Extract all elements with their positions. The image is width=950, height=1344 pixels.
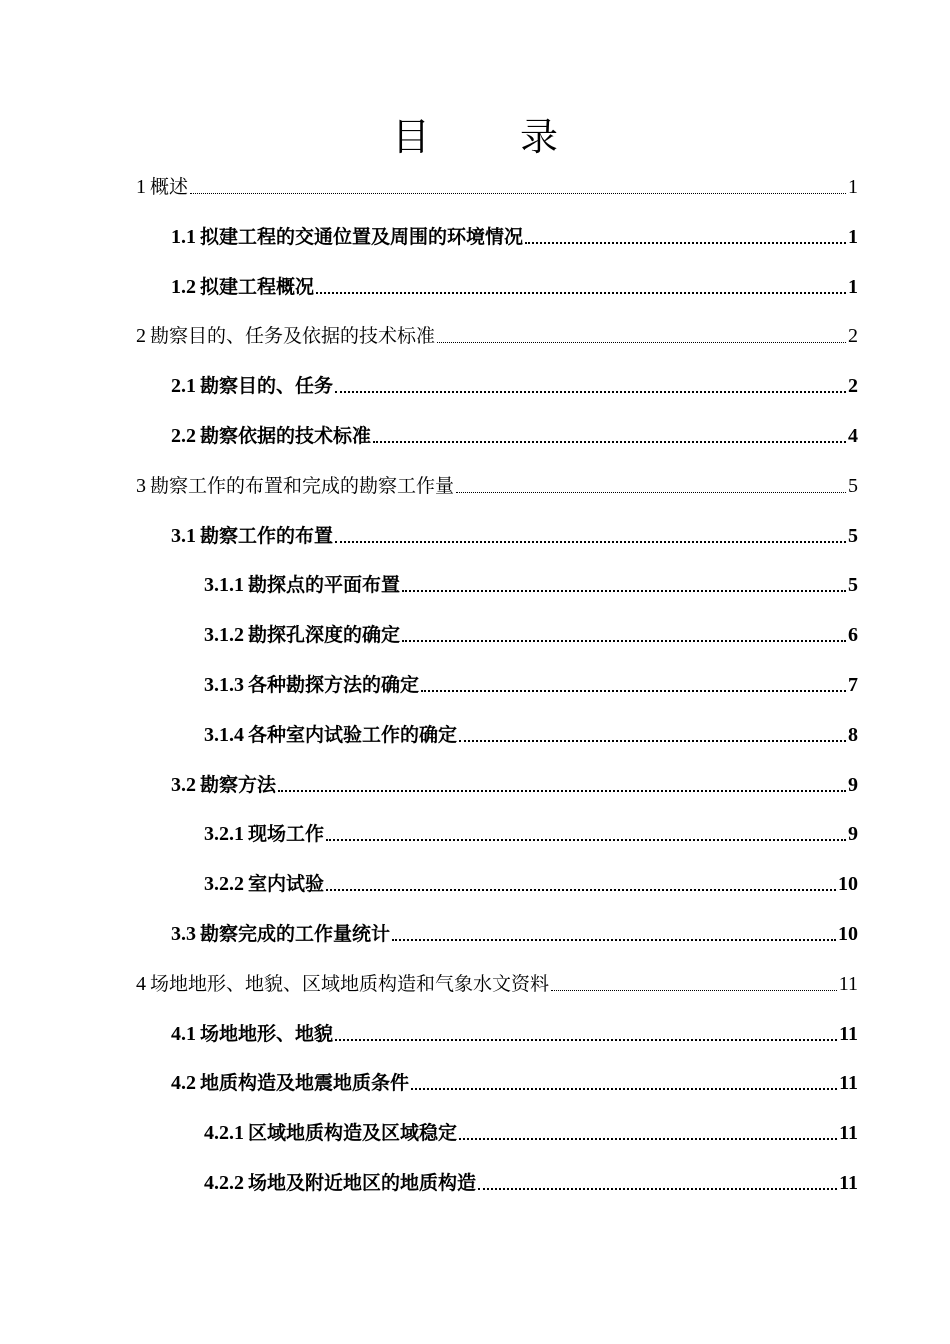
toc-entry[interactable] xyxy=(136,315,858,349)
toc-dot-leader xyxy=(278,790,846,792)
toc-entry[interactable] xyxy=(171,1013,858,1047)
toc-dot-leader xyxy=(373,441,846,443)
toc-entry[interactable] xyxy=(204,813,858,847)
toc-dot-leader xyxy=(316,292,846,294)
toc-entry-page-number: 1 xyxy=(848,275,858,298)
toc-entry[interactable] xyxy=(171,216,858,250)
toc-entry-number: 1.1 xyxy=(171,225,196,248)
page-title xyxy=(0,112,950,162)
page-title-char-1: 目 xyxy=(391,115,430,159)
toc-entry[interactable] xyxy=(204,1162,858,1196)
toc-entry-number: 3.1.2 xyxy=(204,624,244,647)
toc-dot-leader xyxy=(392,939,836,941)
toc-entry-number: 4.1 xyxy=(171,1022,196,1045)
toc-entry-label: 勘探孔深度的确定 xyxy=(248,624,401,647)
toc-entry[interactable] xyxy=(204,614,858,648)
toc-entry-number: 3.2.1 xyxy=(204,823,244,846)
toc-entry[interactable] xyxy=(136,465,858,499)
toc-dot-leader xyxy=(402,640,846,642)
toc-entry-label: 场地及附近地区的地质构造 xyxy=(248,1172,477,1194)
toc-entry-label: 勘察工作的布置 xyxy=(200,524,334,547)
toc-entry-label: 勘察目的、任务及依据的技术标准 xyxy=(150,325,436,348)
toc-entry-page-number: 7 xyxy=(848,674,858,696)
toc-entry-number: 3 xyxy=(136,474,146,497)
toc-entry-page-number: 2 xyxy=(848,325,858,348)
toc-entry-number: 3.1.4 xyxy=(204,723,244,746)
toc-entry-page-number: 8 xyxy=(848,723,858,746)
toc-entry-label: 场地地形、地貌、区域地质构造和气象水文资料 xyxy=(150,972,550,995)
toc-entry-label: 拟建工程概况 xyxy=(200,275,315,298)
toc-entry-page-number: 11 xyxy=(839,1022,858,1045)
toc-entry-number: 3.1.3 xyxy=(204,674,244,696)
toc-entry-number: 1.2 xyxy=(171,275,196,298)
toc-entry-number: 3.1.1 xyxy=(204,574,244,597)
toc-entry[interactable] xyxy=(136,963,858,997)
toc-entry[interactable] xyxy=(171,415,858,449)
toc-entry-page-number: 5 xyxy=(848,574,858,597)
toc-entry-page-number: 11 xyxy=(839,1072,858,1095)
toc-entry-page-number: 1 xyxy=(848,225,858,248)
toc-entry-label: 勘察工作的布置和完成的勘察工作量 xyxy=(150,474,455,497)
toc-dot-leader xyxy=(411,1088,837,1090)
toc-entry[interactable] xyxy=(171,515,858,549)
toc-entry[interactable] xyxy=(171,266,858,300)
toc-entry-page-number: 5 xyxy=(848,474,858,497)
toc-dot-leader xyxy=(456,492,846,493)
toc-entry-page-number: 9 xyxy=(848,823,858,846)
toc-entry-label: 勘察依据的技术标准 xyxy=(200,425,372,447)
toc-dot-leader xyxy=(335,1039,837,1041)
toc-entry-number: 3.2.2 xyxy=(204,873,244,896)
toc-entry-label: 各种勘探方法的确定 xyxy=(248,674,420,696)
toc-entry-page-number: 6 xyxy=(848,624,858,647)
toc-entry-number: 2.2 xyxy=(171,425,196,447)
toc-entry-label: 室内试验 xyxy=(248,873,325,896)
toc-dot-leader xyxy=(402,590,846,592)
toc-entry-label: 勘察目的、任务 xyxy=(200,375,334,398)
toc-dot-leader xyxy=(335,391,846,393)
toc-entry[interactable] xyxy=(136,166,858,200)
toc-dot-leader xyxy=(190,193,846,194)
toc-entry-label: 勘察方法 xyxy=(200,773,277,796)
toc-entry-label: 各种室内试验工作的确定 xyxy=(248,723,458,746)
toc-entry-number: 2 xyxy=(136,325,146,348)
toc-entry-label: 地质构造及地震地质条件 xyxy=(200,1072,410,1095)
toc-entry-label: 拟建工程的交通位置及周围的环境情况 xyxy=(200,225,524,248)
toc-dot-leader xyxy=(437,342,846,343)
toc-entry-label: 勘探点的平面布置 xyxy=(248,574,401,597)
toc-dot-leader xyxy=(326,889,836,891)
toc-entry[interactable] xyxy=(204,714,858,748)
toc-entry-number: 3.1 xyxy=(171,524,196,547)
toc-dot-leader xyxy=(551,990,837,991)
toc-entry-page-number: 11 xyxy=(838,972,858,995)
toc-entry-page-number: 11 xyxy=(839,1122,858,1145)
toc-entry[interactable] xyxy=(204,664,858,698)
toc-entry-label: 勘察完成的工作量统计 xyxy=(200,923,391,945)
toc-dot-leader xyxy=(459,740,846,742)
toc-entry-number: 4.2.1 xyxy=(204,1122,244,1145)
toc-entry-page-number: 9 xyxy=(848,773,858,796)
toc-entry-page-number: 5 xyxy=(848,524,858,547)
page-title-char-2: 录 xyxy=(520,115,559,159)
toc-entry-number: 3.3 xyxy=(171,923,196,945)
toc-entry-page-number: 10 xyxy=(838,923,858,945)
toc-entry[interactable] xyxy=(171,1062,858,1096)
toc-entry-number: 4.2.2 xyxy=(204,1172,244,1194)
toc-entry-page-number: 10 xyxy=(838,873,858,896)
toc-entry-label: 现场工作 xyxy=(248,823,325,846)
toc-dot-leader xyxy=(525,242,846,244)
toc-entry-number: 2.1 xyxy=(171,375,196,398)
toc-entry-label: 概述 xyxy=(150,176,189,198)
toc-entry[interactable] xyxy=(171,913,858,947)
toc-entry-label: 场地地形、地貌 xyxy=(200,1022,334,1045)
toc-dot-leader xyxy=(335,541,846,543)
toc-entry-page-number: 4 xyxy=(848,425,858,447)
toc-entry-number: 1 xyxy=(136,176,146,198)
toc-entry-page-number: 1 xyxy=(848,176,858,198)
toc-entry-number: 4.2 xyxy=(171,1072,196,1095)
toc-dot-leader xyxy=(478,1188,837,1190)
toc-entry-number: 3.2 xyxy=(171,773,196,796)
toc-dot-leader xyxy=(459,1138,837,1140)
toc-entry[interactable] xyxy=(204,1112,858,1146)
toc-entry-page-number: 2 xyxy=(848,375,858,398)
toc-entry[interactable] xyxy=(204,863,858,897)
toc-entry[interactable] xyxy=(171,365,858,399)
toc-dot-leader xyxy=(421,690,846,692)
toc-entry-number: 4 xyxy=(136,972,146,995)
toc-entry[interactable] xyxy=(171,764,858,798)
toc-entry[interactable] xyxy=(204,564,858,598)
toc-dot-leader xyxy=(326,839,846,841)
toc-entry-page-number: 11 xyxy=(839,1172,858,1194)
toc-entry-label: 区域地质构造及区域稳定 xyxy=(248,1122,458,1145)
